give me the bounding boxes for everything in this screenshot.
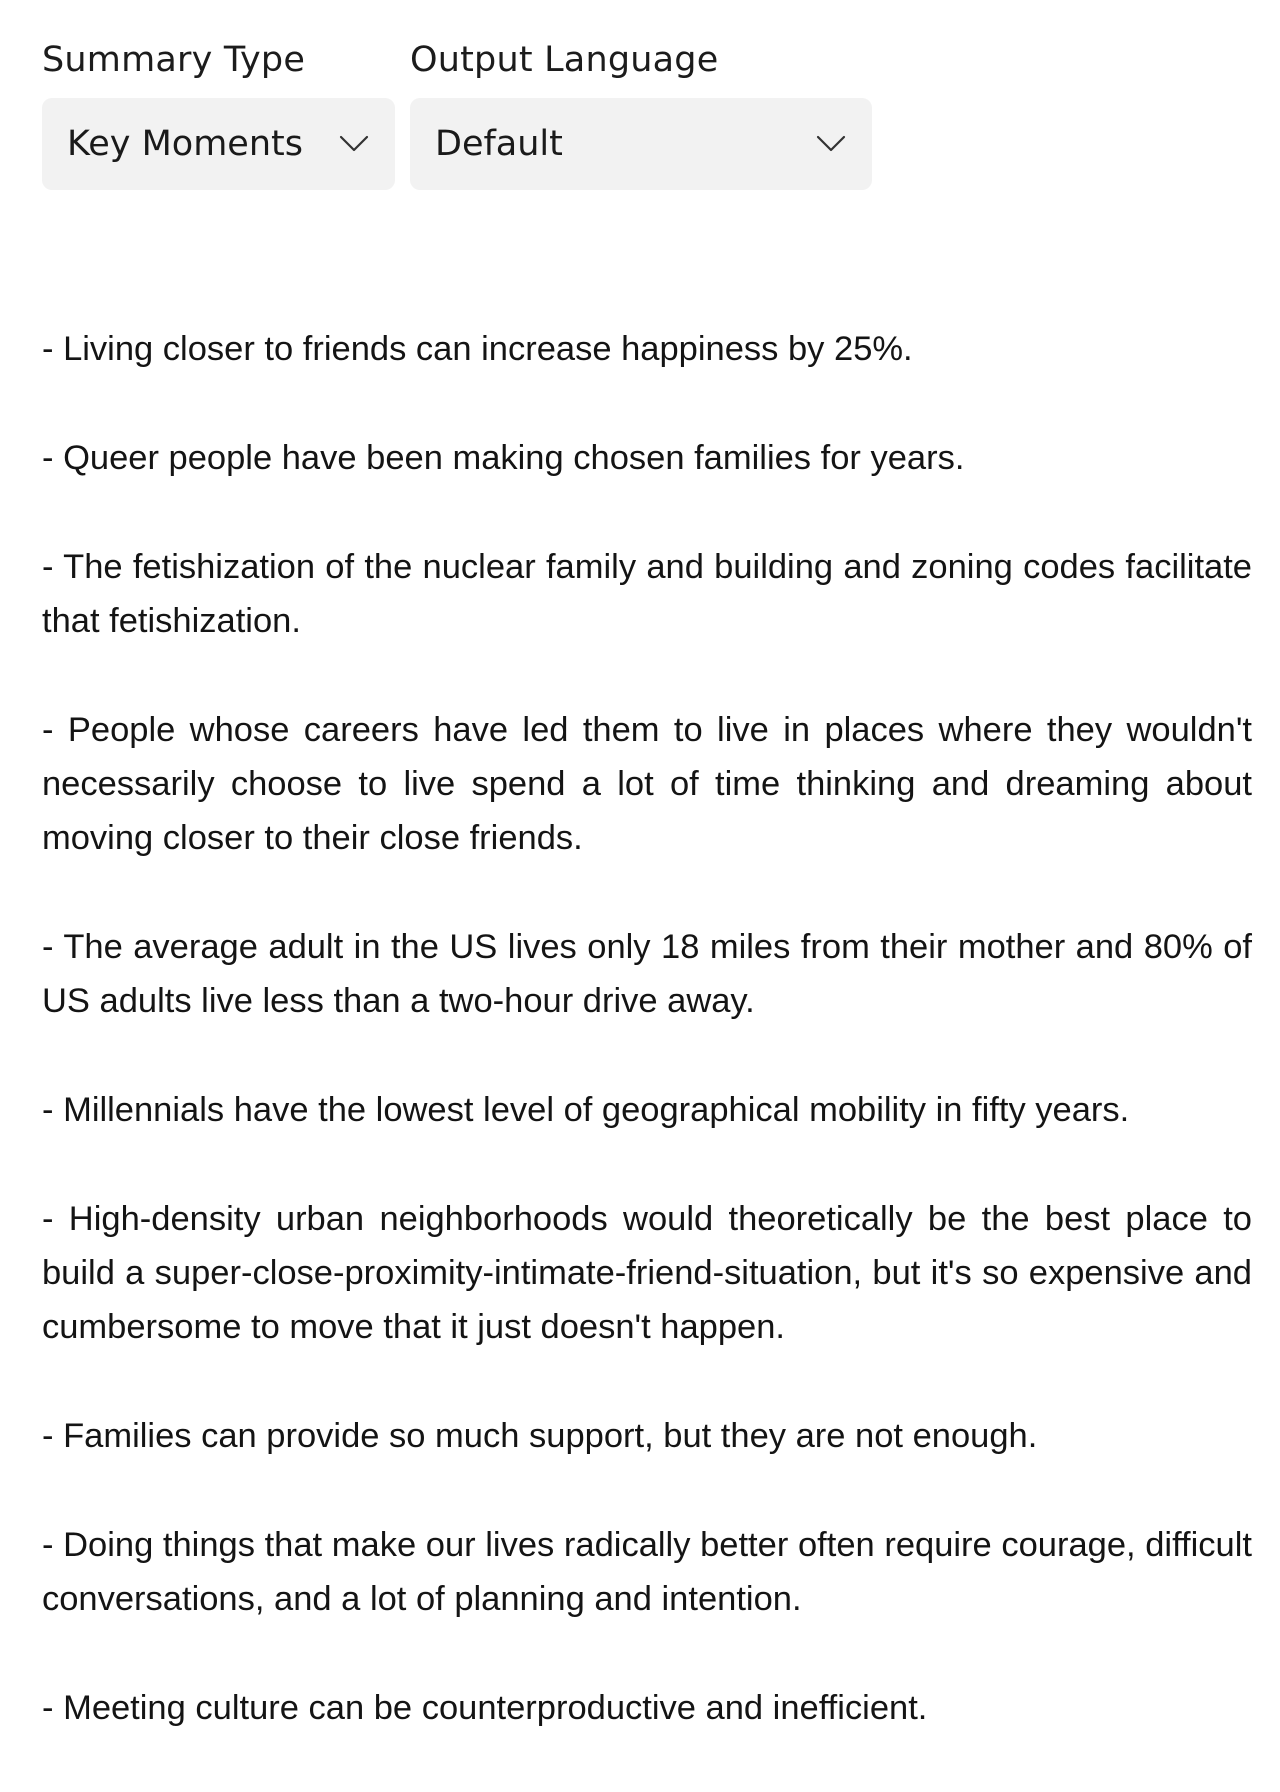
summary-controls: [42, 36, 872, 190]
list-item: - The fetishization of the nuclear family and building and zoning codes facilitate that fetishization.: [42, 548, 1252, 640]
list-item: - People whose careers have led them to live in places where they wouldn't necessarily choose to live spend a lot of time thinking and dreaming about moving closer to their close friends.: [42, 711, 1252, 857]
summary-type-value: Key Moments: [67, 124, 303, 164]
summary-type-select[interactable]: [42, 98, 395, 190]
chevron-down-icon: [816, 135, 846, 153]
output-language-value: Default: [435, 124, 563, 164]
list-item: - Millennials have the lowest level of geographical mobility in fifty years.: [42, 1091, 1130, 1129]
output-language-select[interactable]: [410, 98, 872, 190]
list-item: - Doing things that make our lives radically better often require courage, difficult conversations, and a lot of planning and intention.: [42, 1526, 1252, 1618]
output-language-control: [410, 36, 872, 190]
list-item: - Living closer to friends can increase happiness by 25%.: [42, 330, 913, 368]
summary-type-control: [42, 36, 395, 190]
list-item: - Families can provide so much support, but they are not enough.: [42, 1417, 1038, 1455]
output-language-label: Output Language: [410, 40, 719, 80]
list-item: - High-density urban neighborhoods would theoretically be the best place to build a super-close-proximity-intimate-friend-situation, but it's so expensive and cumbersome to move that it just doesn't happen.: [42, 1200, 1252, 1346]
list-item: - The average adult in the US lives only 18 miles from their mother and 80% of US adults live less than a two-hour drive away.: [42, 928, 1252, 1020]
chevron-down-icon: [339, 135, 369, 153]
list-item: - Meeting culture can be counterproductive and inefficient.: [42, 1689, 928, 1727]
list-item: - Queer people have been making chosen families for years.: [42, 439, 965, 477]
summary-type-label: Summary Type: [42, 40, 306, 80]
summary-list: [42, 322, 1252, 1790]
